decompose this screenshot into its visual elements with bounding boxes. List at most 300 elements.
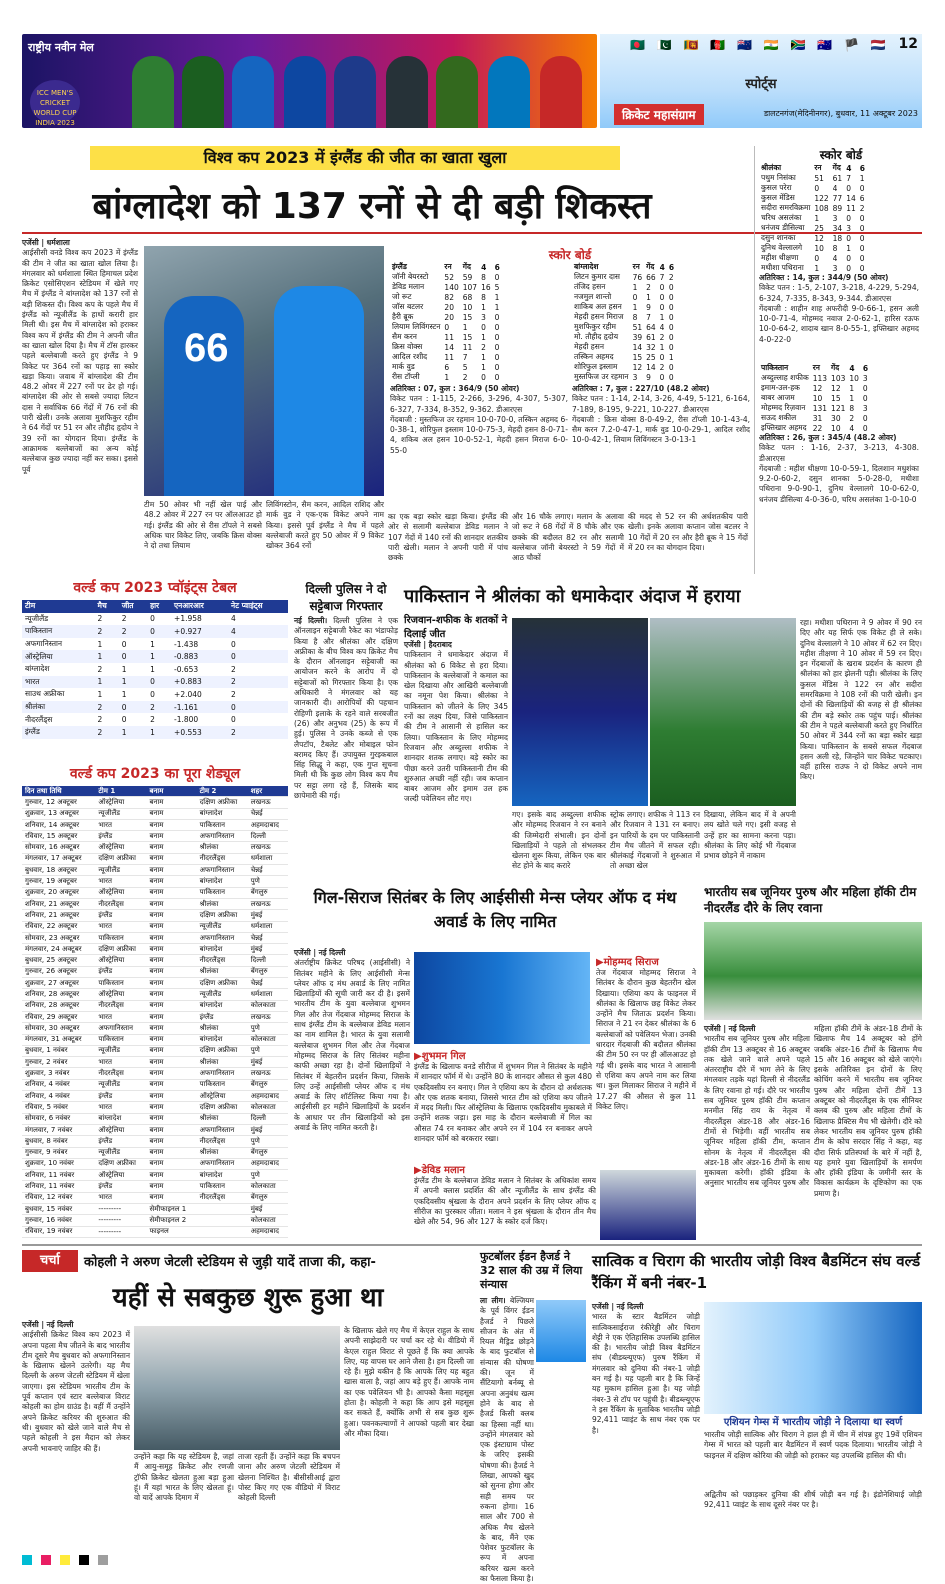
table-cell: 18 <box>832 233 843 243</box>
schedule <box>22 786 288 1238</box>
table-cell: 0 <box>846 253 851 263</box>
table-cell: 2 <box>94 701 118 714</box>
table-cell: शनिवार, 4 नवंबर <box>22 1091 95 1102</box>
scoreboard-title: स्कोर बोर्ड <box>548 248 592 262</box>
table-cell: बनाम <box>147 831 197 842</box>
hockey-story-body-2: महिला हॉकी टीमें के अंडर-18 टीमों के खिलाफ मैच 14 अक्टूबर को होंगे जबकि अंडर-16 टीमों के खिलाफ मैच 15 और 16 अक्टूबर को खेले जाएंगे। इसके अतिरिक्त इन दोनों के लिए कोचिंग करने में भारतीय सब जूनियर पुरुष और महिला दोनों टीमें 13 अक्टूबर को नीदरलैंड्स के एक सीनियर क्लब की पुरुष और महिला टीमों के खिलाफ प्रैक्टिस मैच भी खेलेगी। दौरे को लेकर भारतीय सब जूनियर पुरुष हॉकी टीम के कोच सरदार सिंह ने कहा, यह दौरा सिर्फ प्रतिस्पर्धा के बारे में नहीं है, यह हमारे युवा खिलाड़ियों के समर्पण और हॉकी इंडिया के जमीनी स्तर के विकास कार्यक्रम के दृष्टिकोण का एक प्रमाण है। <box>814 1024 922 1198</box>
table-cell: 0 <box>859 253 865 263</box>
table-cell: बनाम <box>147 932 197 943</box>
table-cell: बनाम <box>147 1136 197 1147</box>
table-cell: न्यूजीलैंड <box>95 865 146 876</box>
table-cell: बुधवार, 8 नवंबर <box>22 1136 95 1147</box>
table-cell: 0 <box>859 223 865 233</box>
points-row <box>22 650 288 663</box>
lead-body <box>22 238 138 568</box>
table-header <box>390 262 502 272</box>
table-cell: पुणे <box>248 876 288 887</box>
column-header: गेंद <box>832 163 841 172</box>
table-cell: 0 <box>659 302 665 312</box>
section-header <box>600 34 922 128</box>
table-cell: 0 <box>119 650 147 663</box>
table-cell: 0 <box>444 322 450 332</box>
scoreboard-right-title: स्कोर बोर्ड <box>819 148 863 162</box>
table-cell: 22 <box>812 423 823 433</box>
schedule-row <box>22 1102 288 1113</box>
table-cell: 11 <box>462 342 473 352</box>
bangladesh-summary <box>572 384 750 510</box>
table-cell: 2 <box>659 362 665 372</box>
table-cell: 2 <box>97 614 103 624</box>
column-header: एनआरआर <box>171 600 228 613</box>
table-cell: 15 <box>831 393 841 403</box>
table-cell: इंग्लैंड <box>95 1091 146 1102</box>
player-photo <box>182 56 224 128</box>
table-cell: शोरिफुल इस्लाम <box>574 362 618 371</box>
table-cell: 7 <box>846 173 851 183</box>
table-cell: सेमीफाइनल 1 <box>147 1203 197 1214</box>
table-cell: बनाम <box>147 1181 197 1192</box>
player-photo <box>284 56 326 128</box>
delhi-police-byline: नई दिल्ली। <box>294 616 328 625</box>
table-cell: नीदरलैंड्स <box>197 1136 248 1147</box>
table-cell: 1 <box>494 292 500 302</box>
schedule-row <box>22 898 288 909</box>
schedule-row <box>22 797 288 808</box>
table-cell: --------- <box>95 1215 146 1226</box>
table-cell: 2 <box>859 203 865 213</box>
column-header: हार <box>147 600 171 613</box>
srilanka-fall-of-wickets: विकेट पतन : 1-5, 2-107, 3-218, 4-229, 5-294, 6-324, 7-335, 8-343, 9-344. डीआरएस <box>759 283 919 303</box>
pak-story-body <box>404 640 508 878</box>
hockey-story-text: भारतीय सब जूनियर पुरुष और महिला हॉकी टीम 13 अक्टूबर से 16 अक्टूबर तक खेले जाने वाले अपने पहले अंतरराष्ट्रीय दौरे में भाग लेने के लिए मंगलवार तड़के यहां दिल्ली से नीदरलैंड के लिए रवाना हो गई। दौरे पर भारतीय सब जूनियर पुरुष हॉकी टीम कप्तान मनमीत सिंह राय के नेतृत्व में नीदरलैंड्स अंडर-18 और अंडर-16 टीमों से भिड़ेगी। वहीं भारतीय सब जूनियर महिला हॉकी टीम, कप्तान सोनम के नेतृत्व में नीदरलैंड्स की अंडर-18 और अंडर-16 टीमों के साथ मुकाबला करेगी। हॉकी इंडिया के अनुसार भारतीय सब जूनियर पुरुष और <box>704 1034 810 1188</box>
table-cell: अफगानिस्तान <box>95 1023 146 1034</box>
table-cell: 0 <box>481 322 486 332</box>
table-cell: पुणे <box>248 1045 288 1056</box>
color-swatch <box>98 1555 108 1565</box>
table-cell: कोलकाता <box>248 1181 288 1192</box>
table-cell: 0 <box>668 322 674 332</box>
table-cell: कुसल मेंडिस <box>761 193 795 202</box>
table-cell: अफगानिस्तान <box>197 831 248 842</box>
table-cell: 0 <box>228 701 288 714</box>
table-cell: धर्मशाला <box>248 853 288 864</box>
table-cell: बनाम <box>147 797 197 808</box>
batting-row <box>759 243 867 253</box>
table-cell: कोलकाता <box>248 1215 288 1226</box>
table-cell: 3 <box>832 263 838 273</box>
table-cell: शाकिब अल हसन <box>574 302 622 311</box>
column-header: दिन तथा तिथि <box>22 786 95 797</box>
table-cell: 0 <box>668 282 674 292</box>
siraj-label <box>596 954 696 968</box>
section-tagline: क्रिकेट महासंग्राम <box>614 104 704 125</box>
table-cell: धर्मशाला <box>248 989 288 1000</box>
table-cell: -1.161 <box>171 701 228 714</box>
schedule-row <box>22 1124 288 1135</box>
england-bowling: गेंदबाजी : मुस्तफिज उर रहमान 10-0-70-0, तस्किन अहमद 6-0-38-1, शोरिफुल इस्लाम 10-0-75-3, मेहदी हसन 8-0-71-4, शकिब अल हसन 10-0-52-1, मेहदी हसन मिराज 6-0-55-0 <box>390 414 568 455</box>
hazard-photo <box>536 1300 586 1362</box>
table-cell: मंगलवार, 24 अक्टूबर <box>22 944 95 955</box>
column-header: श्रीलंका <box>761 163 782 172</box>
schedule-row <box>22 887 288 898</box>
table-cell: हैरी ब्रूक <box>392 312 414 321</box>
table-cell: रविवार, 29 अक्टूबर <box>22 1011 95 1022</box>
table-cell: रविवार, 12 नवंबर <box>22 1192 95 1203</box>
table-cell: 14 <box>632 342 643 352</box>
table-cell: न्यूजीलैंड <box>95 808 146 819</box>
table-cell: मुंबई <box>248 910 288 921</box>
table-cell: जो रूट <box>392 292 412 301</box>
table-cell: 2 <box>94 726 118 739</box>
schedule-row <box>22 842 288 853</box>
column-header: रन <box>812 363 820 372</box>
schedule-row <box>22 876 288 887</box>
bangladesh-scorecard <box>572 262 752 382</box>
badminton-body-2: भारतीय जोड़ी सात्विक और चिराग ने हाल ही में चीन में संपन्न हुए 19वें एशियन गेम्स में भारत को पहली बार बैडमिंटन में स्वर्ण पदक दिलाया। भारतीय जोड़ी ने फाइनल में दक्षिण कोरिया की जोड़ी को हराकर यह उपलब्धि हासिल की थी। <box>704 1430 922 1460</box>
table-cell: 68 <box>462 292 473 302</box>
table-cell: अफगानिस्तान <box>197 1158 248 1169</box>
table-cell: 0 <box>862 423 868 433</box>
table-cell: गुरुवार, 19 अक्टूबर <box>22 876 95 887</box>
table-cell: 107 <box>462 282 478 292</box>
schedule-title: वर्ल्ड कप 2023 का पूरा शेड्यूल <box>69 766 241 782</box>
table-cell: शुक्रवार, 3 नवंबर <box>22 1068 95 1079</box>
table-cell: शनिवार, 21 अक्टूबर <box>22 898 95 909</box>
england-total: अतिरिक्त : 07, कुल : 364/9 (50 ओवर) <box>390 384 520 393</box>
table-cell: लखनऊ <box>248 898 288 909</box>
table-cell: 1 <box>119 726 147 739</box>
batting-row <box>759 183 867 193</box>
table-cell: ऑस्ट्रेलिया <box>95 842 146 853</box>
table-cell: श्रीलंका <box>197 1113 248 1124</box>
points-row <box>22 676 288 689</box>
table-cell: ऑस्ट्रेलिया <box>95 955 146 966</box>
table-cell: नीदरलैंड्स <box>95 898 146 909</box>
table-cell: --------- <box>95 1203 146 1214</box>
table-cell: बेंगलुरु <box>248 1147 288 1158</box>
table-cell: 10 <box>849 373 859 383</box>
table-cell: 1 <box>849 383 855 393</box>
table-cell: शनिवार, 21 अक्टूबर <box>22 910 95 921</box>
table-cell: मंगलवार, 7 नवंबर <box>22 1124 95 1135</box>
table-cell: सोमवार, 23 अक्टूबर <box>22 932 95 943</box>
badminton-caption: एशियन गेम्स में भारतीय जोड़ी ने दिलाया था स्वर्ण <box>723 1417 903 1428</box>
table-cell: न्यूजीलैंड <box>197 989 248 1000</box>
table-cell: दक्षिण अफ्रीका <box>197 797 248 808</box>
schedule-row <box>22 831 288 842</box>
table-cell: 1 <box>97 689 103 699</box>
table-cell: जॉनी बेयरस्टो <box>392 272 429 281</box>
table-cell: -0.653 <box>174 664 199 674</box>
kohli-body-2: उन्होंने कहा कि यह स्टेडियम है, जहां मैं आयु-समूह क्रिकेट और रणजी ट्रॉफी क्रिकेट खेलता हुआ बड़ा हुआ हूं। मैं यहां भारत के लिए खेलता हूं। वो यादें आपके दिमाग में <box>134 1452 234 1503</box>
table-cell: श्रीलंका <box>22 701 94 714</box>
table-cell: बनाम <box>147 966 197 977</box>
schedule-row <box>22 1034 288 1045</box>
table-cell: बनाम <box>147 898 197 909</box>
hockey-story-title: भारतीय सब जूनियर पुरुष और महिला हॉकी टीम नीदरलैंड दौरे के लिए रवाना <box>704 885 917 915</box>
table-cell: 11 <box>846 203 856 213</box>
table-cell: 1 <box>814 213 820 223</box>
schedule-row <box>22 853 288 864</box>
column-header: टीम 2 <box>197 786 248 797</box>
table-cell: बनाम <box>147 876 197 887</box>
table-cell: 2 <box>150 715 155 725</box>
kohli-body <box>22 1320 130 1540</box>
table-cell: 1 <box>462 322 468 332</box>
table-cell: गुरुवार, 12 अक्टूबर <box>22 797 95 808</box>
player-photo <box>488 56 530 128</box>
table-cell: भारत <box>95 876 146 887</box>
schedule-row <box>22 921 288 932</box>
table-cell: 4 <box>832 183 838 193</box>
table-cell: फाइनल <box>147 1226 197 1237</box>
table-cell: न्यूजीलैंड <box>95 1147 146 1158</box>
table-cell: 15 <box>632 352 643 362</box>
column-header: बांग्लादेश <box>574 262 599 271</box>
table-cell: बनाम <box>147 921 197 932</box>
page-number: 12 <box>898 36 918 52</box>
table-cell: मुस्तफिज उर रहमान <box>574 372 629 381</box>
table-cell: रविवार, 15 अक्टूबर <box>22 831 95 842</box>
column-header: 6 <box>494 262 500 272</box>
kohli-kicker: कोहली ने अरुण जेटली स्टेडियम से जुड़ी यादें ताजा की, कहा- <box>84 1255 376 1270</box>
table-cell: कोलकाता <box>248 1102 288 1113</box>
table-cell: 0 <box>846 263 851 273</box>
table-cell: 2 <box>94 625 118 638</box>
table-cell: 1 <box>481 332 486 342</box>
table-cell <box>197 1226 248 1237</box>
points-row <box>22 663 288 676</box>
table-cell: 82 <box>444 292 454 302</box>
table-cell: 20 <box>444 312 454 322</box>
delhi-police-body <box>294 616 398 880</box>
table-cell: 0 <box>668 302 674 312</box>
table-cell: 0 <box>668 332 674 342</box>
table-cell: श्रीलंका <box>197 842 248 853</box>
table-cell: बनाम <box>147 910 197 921</box>
table-cell: बनाम <box>147 1192 197 1203</box>
table-cell: 8 <box>632 312 638 322</box>
table-cell: चरिथ असलंका <box>761 213 802 222</box>
table-cell: 0 <box>632 292 638 302</box>
schedule-row <box>22 1170 288 1181</box>
column-header: 6 <box>859 163 865 173</box>
batting-row <box>572 322 676 332</box>
table-cell: बनाम <box>147 819 197 830</box>
table-cell: मुंबई <box>248 1057 288 1068</box>
table-cell: 4 <box>832 253 838 263</box>
england-scorecard <box>390 262 570 382</box>
color-swatch <box>22 1555 32 1565</box>
table-cell: न्यूजीलैंड <box>25 613 49 623</box>
table-cell: बांग्लादेश <box>197 876 248 887</box>
table-cell: धनंजय डीसिल्वा <box>761 223 805 232</box>
pakistan-bowling: गेंदबाजी : महीश थीक्षणा 10-0-59-1, दिलशान मधुशंका 9.2-0-60-2, दसुन शानका 5-0-28-0, मथीशा पथिराना 9-0-90-1, दुनिथ वेल्लालगे 10-0-62-0, धनंजय डीसिल्वा 4-0-36-0, चरिथ असलंका 1-0-10-0 <box>759 463 919 504</box>
table-cell: 12 <box>632 362 643 372</box>
table-cell: 59 <box>462 272 473 282</box>
table-cell: बाबर आजम <box>761 393 795 402</box>
column-header: टीम 1 <box>95 786 146 797</box>
table-cell: 7 <box>659 272 665 282</box>
srilanka-total: अतिरिक्त : 14, कुल : 344/9 (50 ओवर) <box>759 273 889 282</box>
schedule-row <box>22 1011 288 1022</box>
batting-row <box>390 312 502 322</box>
table-cell: 2 <box>97 715 103 725</box>
schedule-row <box>22 1158 288 1169</box>
schedule-row <box>22 1079 288 1090</box>
table-cell: मुंबई <box>248 1124 288 1135</box>
table-cell: 0 <box>494 342 500 352</box>
bangladesh-batting-table <box>572 262 676 382</box>
schedule-row <box>22 910 288 921</box>
table-cell: 15 <box>462 312 473 322</box>
table-cell: 0 <box>231 639 236 649</box>
schedule-row <box>22 1057 288 1068</box>
table-cell: 12 <box>831 383 841 393</box>
table-cell: 5 <box>494 282 500 292</box>
table-cell: अफगानिस्तान <box>197 1068 248 1079</box>
table-cell: 0 <box>668 372 674 382</box>
table-cell: 0 <box>147 625 171 638</box>
table-cell: भारत <box>95 819 146 830</box>
lead-body-text: आईसीसी वनडे विश्व कप 2023 में इंग्लैंड की टीम ने जीत का खाता खोल लिया है। मंगलवार को धर्मशाला स्थित हिमाचल प्रदेश क्रिकेट एसोसिएशन स्टेडियम में खेले गए मैच में इंग्लैंड ने बांग्लादेश को 137 रनों से बड़ी शिकस्त दी। विश्व कप के पहले मैच में इंग्लैंड को न्यूजीलैंड के हाथों करारी हार मिली थी। इस मैच में बांग्लादेश को हराकर विश्व कप में इंग्लैंड की टीम ने अपनी जीत का खाता खोल दिया है। मैच में टॉस हारकर पहले बल्लेबाजी करते हुए इंग्लैंड ने 9 विकेट पर 364 रनों का पहाड़ सा स्कोर खड़ा किया। जवाब में बांग्लादेश की टीम 48.2 ओवर में 227 रनों पर ढेर हो गई। बांग्लादेश की ओर से सबसे ज्यादा लिटन दास ने सर्वाधिक 66 गेंदों में 76 रनों की पारी खेली। उनके अलावा मुशफिकुर रहीम ने 64 गेंदों पर 51 रन और तौहीद हृदोय ने 39 रनों का योगदान दिया। इंग्लैंड के आक्रामक बल्लेबाजों का अन्य कोई बल्लेबाज कुछ ज्यादा नहीं कर सका। इससे पूर्व <box>22 248 138 474</box>
column-header: 6 <box>862 363 869 373</box>
points-row <box>22 638 288 651</box>
column-header: पाकिस्तान <box>761 363 789 372</box>
table-cell: 66 <box>646 272 656 282</box>
player-photo <box>436 56 478 128</box>
world-cup-logo: ICC MEN'S CRICKET WORLD CUP INDIA 2023 <box>30 80 80 124</box>
table-cell: दक्षिण अफ्रीका <box>197 910 248 921</box>
batting-row <box>572 352 676 362</box>
table-cell: -0.883 <box>171 650 228 663</box>
badminton-text: भारत के स्टार बैडमिंटन जोड़ी सात्विकसाईराज रंकीरेड्डी और चिराग शेट्टी ने एक ऐतिहासिक उपलब्धि हासिल की है। भारतीय जोड़ी विश्व बैडमिंटन संघ (बीडब्ल्यूएफ) पुरुष रैंकिंग में मंगलवार को दुनिया की नंबर-1 जोड़ी बन गई है। यह पहली बार है कि जिन्हें यह मुकाम हासिल हुआ है। यह जोड़ी नंबर-3 से टॉप पर पहुंची है। बीडब्ल्यूएफ ने इस रैंकिंग के मुताबिक भारतीय जोड़ी 92,411 प्वाइंट के साथ नंबर एक पर है। <box>592 1312 700 1435</box>
table-cell: 2 <box>228 676 288 689</box>
table-cell: 51 <box>632 322 643 332</box>
schedule-row <box>22 1147 288 1158</box>
hockey-story-body <box>704 1024 810 1240</box>
player-photo <box>132 56 174 128</box>
batting-row <box>390 282 502 292</box>
table-cell: 1 <box>121 689 127 699</box>
table-cell: सेमीफाइनल 2 <box>147 1215 197 1226</box>
table-cell: 0 <box>859 243 865 253</box>
bangladesh-fall-of-wickets: विकेट पतन : 1-14, 2-14, 3-26, 4-49, 5-121, 6-164, 7-189, 8-195, 9-221, 10-227. डीआरएस <box>572 394 750 414</box>
table-cell: बनाम <box>147 955 197 966</box>
table-cell: 1 <box>646 292 651 302</box>
table-cell: दिल्ली <box>248 1113 288 1124</box>
bangladesh-total: अतिरिक्त : 7, कुल : 227/10 (48.2 ओवर) <box>572 384 710 393</box>
table-cell: गुरुवार, 26 अक्टूबर <box>22 966 95 977</box>
table-cell: 1 <box>668 352 674 362</box>
points-row <box>22 713 288 726</box>
table-cell: 1 <box>481 362 486 372</box>
table-cell: 61 <box>646 332 656 342</box>
gill-siraj-photo <box>414 952 590 1044</box>
srilanka-batting-table <box>759 163 867 273</box>
table-cell: सोमवार, 16 अक्टूबर <box>22 842 95 853</box>
batting-row <box>572 342 676 352</box>
table-cell: नीदरलैंड्स <box>25 714 53 724</box>
section-name: स्पोर्ट्स <box>745 77 777 92</box>
table-cell: इफ्तिखार अहमद <box>761 423 807 432</box>
table-cell: बनाम <box>147 1113 197 1124</box>
table-cell: बनाम <box>147 1079 197 1090</box>
table-cell: 2 <box>481 342 486 352</box>
batting-row <box>572 272 676 282</box>
table-cell: बनाम <box>147 865 197 876</box>
table-cell: पुणे <box>248 1023 288 1034</box>
table-cell: 2 <box>147 701 171 714</box>
table-header <box>572 262 676 272</box>
table-cell: 2 <box>659 332 665 342</box>
table-cell: चेन्नई <box>248 932 288 943</box>
table-cell: 0 <box>494 352 500 362</box>
table-cell: 1 <box>94 676 118 689</box>
table-cell: बनाम <box>147 1147 197 1158</box>
england-summary <box>390 384 568 510</box>
table-cell: 1 <box>147 726 171 739</box>
table-cell: बनाम <box>147 1091 197 1102</box>
table-cell: +1.958 <box>174 614 202 624</box>
table-cell: बनाम <box>147 1034 197 1045</box>
table-cell: चेन्नई <box>248 978 288 989</box>
points-row <box>22 625 288 638</box>
table-cell: भारत <box>95 1011 146 1022</box>
badminton-body <box>592 1302 700 1540</box>
table-cell: बुधवार, 25 अक्टूबर <box>22 955 95 966</box>
batting-row <box>572 312 676 322</box>
table-cell <box>197 1203 248 1214</box>
table-cell: आदिल रशीद <box>392 352 428 361</box>
badminton-photo <box>704 1302 922 1414</box>
batting-row <box>759 193 867 203</box>
table-cell: 2 <box>119 625 147 638</box>
table-cell: भारत <box>95 921 146 932</box>
points-table <box>22 600 288 739</box>
batting-row <box>759 423 870 433</box>
table-cell: बुधवार, 15 नवंबर <box>22 1203 95 1214</box>
table-cell: रीस टॉप्ली <box>392 372 420 381</box>
table-cell: 1 <box>814 263 820 273</box>
table-cell: 0 <box>862 393 868 403</box>
table-cell: 0 <box>814 253 820 263</box>
table-cell: 0 <box>659 292 665 302</box>
table-cell: 4 <box>849 423 855 433</box>
table-cell: कुसल परेरा <box>761 183 792 192</box>
gill-body: इंग्लैंड के खिलाफ वनडे सीरीज में शुभमन गिल ने सितंबर के महीने में शानदार फॉर्म में थे। उन्होंने 80 के शानदार औसत से कुल 480 एकदिवसीय रन बनाए। गिल ने एशिया कप के दौरान दो अर्धशतक और एक शतक बनाया, जिससे भारत टीम को एशिया कप जीतने में मदद मिली। फिर ऑस्ट्रेलिया के खिलाफ एकदिवसीय मुकाबले में उन्होंने शतक जड़ा। इस माह के दौरान बल्लेबाजी में गिल का औसत 74 रन बनाकर और अपने रन में 104 रन बनाकर अपने शानदार फॉर्म को बरकरार रखा। <box>414 1062 592 1144</box>
table-cell: 0 <box>150 614 155 624</box>
table-cell: इंग्लैंड <box>22 726 94 739</box>
hockey-team-photo <box>704 922 922 1020</box>
table-cell: इमाम-उल-हक <box>761 383 800 392</box>
table-cell: शुक्रवार, 27 अक्टूबर <box>22 978 95 989</box>
table-cell: -1.438 <box>174 639 199 649</box>
table-cell: 4 <box>231 614 236 624</box>
table-cell: 0 <box>231 715 236 725</box>
table-cell: बेंगलुरु <box>248 1192 288 1203</box>
table-cell: 7 <box>462 352 468 362</box>
kohli-body-3: ताजा रहती हैं। उन्होंने कहा कि बचपन जाना और अरुण जेटली स्टेडियम में खेलना निश्चित है। बीसीसीआई द्वारा पोस्ट किए गए एक वीडियो में विराट कोहली दिल्ली <box>238 1452 340 1503</box>
pak-story-subtitle: रिजवान-शफीक के शतकों ने दिलाई जीत <box>404 615 508 640</box>
kohli-headline: यहीं से सबकुछ शुरू हुआ था <box>112 1283 384 1313</box>
table-cell: बांग्लादेश <box>95 1113 146 1124</box>
table-cell: क्रिस वोक्स <box>392 342 423 351</box>
table-cell: 15 <box>462 332 473 342</box>
table-cell: 12 <box>814 233 824 243</box>
batting-row <box>390 372 502 382</box>
table-cell: 10 <box>831 423 841 433</box>
